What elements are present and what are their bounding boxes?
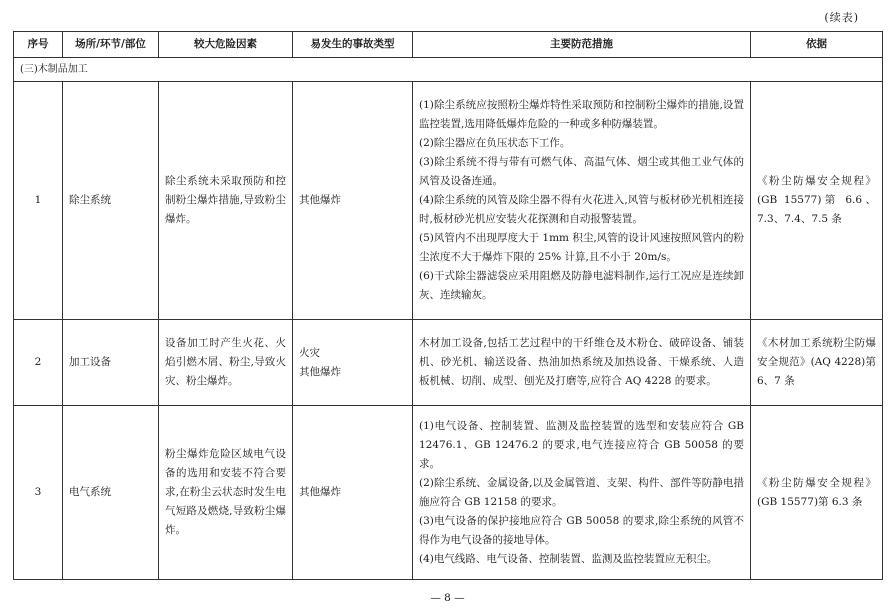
row-accident: 其他爆炸 — [293, 82, 413, 320]
risk-table — [13, 31, 883, 580]
section-title: (三)木制品加工 — [14, 58, 883, 82]
table-row — [14, 320, 883, 406]
measure-item: (1)电气设备、控制装置、监测及监控装置的选型和安装应符合 GB 12476.1、GB 12476.2 的要求,电气连接应符合 GB 50058 的要求。 — [419, 419, 744, 470]
table-header-row — [14, 32, 883, 58]
page-number: — 8 — — [430, 592, 465, 604]
header-risk: 较大危险因素 — [159, 32, 293, 58]
header-place: 场所/环节/部位 — [63, 32, 159, 58]
section-row — [14, 58, 883, 82]
row-place: 加工设备 — [63, 320, 159, 406]
row-accident: 其他爆炸 — [293, 406, 413, 580]
measure-item: (1)除尘系统应按照粉尘爆炸特性采取预防和控制粉尘爆炸的措施,设置监控装置,选用降低爆炸危险的一种或多种防爆装置。 — [419, 99, 744, 130]
measure-item: (4)电气线路、电气设备、控制装置、监测及监控装置应无积尘。 — [419, 552, 718, 565]
header-accident: 易发生的事故类型 — [293, 32, 413, 58]
measure-item: (4)除尘系统的风管及除尘器不得有火花进入,风管与板材砂光机相连接时,板材砂光机应安装火花探测和自动报警装置。 — [419, 194, 744, 225]
header-measures: 主要防范措施 — [413, 32, 751, 58]
row-measures — [413, 320, 751, 406]
row-risk: 粉尘爆炸危险区域电气设备的选用和安装不符合要求,在粉尘云状态时发生电气短路及燃烧,导致粉尘爆炸。 — [159, 406, 293, 580]
row-basis: 《木材加工系统粉尘防爆安全规范》(AQ 4228)第 6、7 条 — [751, 320, 883, 406]
row-accident — [293, 320, 413, 406]
row-no: 2 — [14, 320, 63, 406]
row-place: 除尘系统 — [63, 82, 159, 320]
measure-item: (6)干式除尘器滤袋应采用阻燃及防静电滤料制作,运行工况应是连续卸灰、连续输灰。 — [419, 270, 744, 301]
measure-item: 木材加工设备,包括工艺过程中的干纤维仓及木粉仓、破碎设备、铺装机、砂光机、输送设备、热油加热系统及加热设备、干燥系统、人造板机械、切削、成型、刨光及打磨等,应符合 AQ 4228 的要求。 — [419, 337, 744, 387]
row-measures — [413, 406, 751, 580]
measure-item: (2)除尘系统、金属设备,以及金属管道、支架、构件、部件等防静电措施应符合 GB 12158 的要求。 — [419, 476, 744, 508]
measure-item: (3)除尘系统不得与带有可燃气体、高温气体、烟尘或其他工业气体的风管及设备连通。 — [419, 156, 744, 187]
row-no: 1 — [14, 82, 63, 320]
row-measures — [413, 82, 751, 320]
row-risk: 除尘系统未采取预防和控制粉尘爆炸措施,导致粉尘爆炸。 — [159, 82, 293, 320]
header-basis: 依据 — [751, 32, 883, 58]
table-row — [14, 406, 883, 580]
measure-item: (3)电气设备的保护接地应符合 GB 50058 的要求,除尘系统的风管不得作为电气设备的接地导体。 — [419, 514, 744, 546]
continuation-label: (续表) — [824, 11, 859, 24]
row-risk: 设备加工时产生火花、火焰引燃木屑、粉尘,导致火灾、粉尘爆炸。 — [159, 320, 293, 406]
row-basis: 《粉尘防爆安全规程》(GB 15577)第 6.3 条 — [751, 406, 883, 580]
measure-item: (2)除尘器应在负压状态下工作。 — [419, 137, 571, 149]
row-no: 3 — [14, 406, 63, 580]
measure-item: (5)风管内不出现厚度大于 1mm 积尘,风管的设计风速按照风管内的粉尘浓度不大于爆炸下限的 25% 计算,且不小于 20m/s。 — [419, 232, 744, 263]
row-basis: 《粉尘防爆安全规程》(GB 15577)第 6.6、7.3、7.4、7.5 条 — [751, 82, 883, 320]
accident-type: 火灾 — [299, 346, 320, 359]
table-row — [14, 82, 883, 320]
header-no: 序号 — [14, 32, 63, 58]
accident-type: 其他爆炸 — [299, 365, 341, 378]
row-place: 电气系统 — [63, 406, 159, 580]
